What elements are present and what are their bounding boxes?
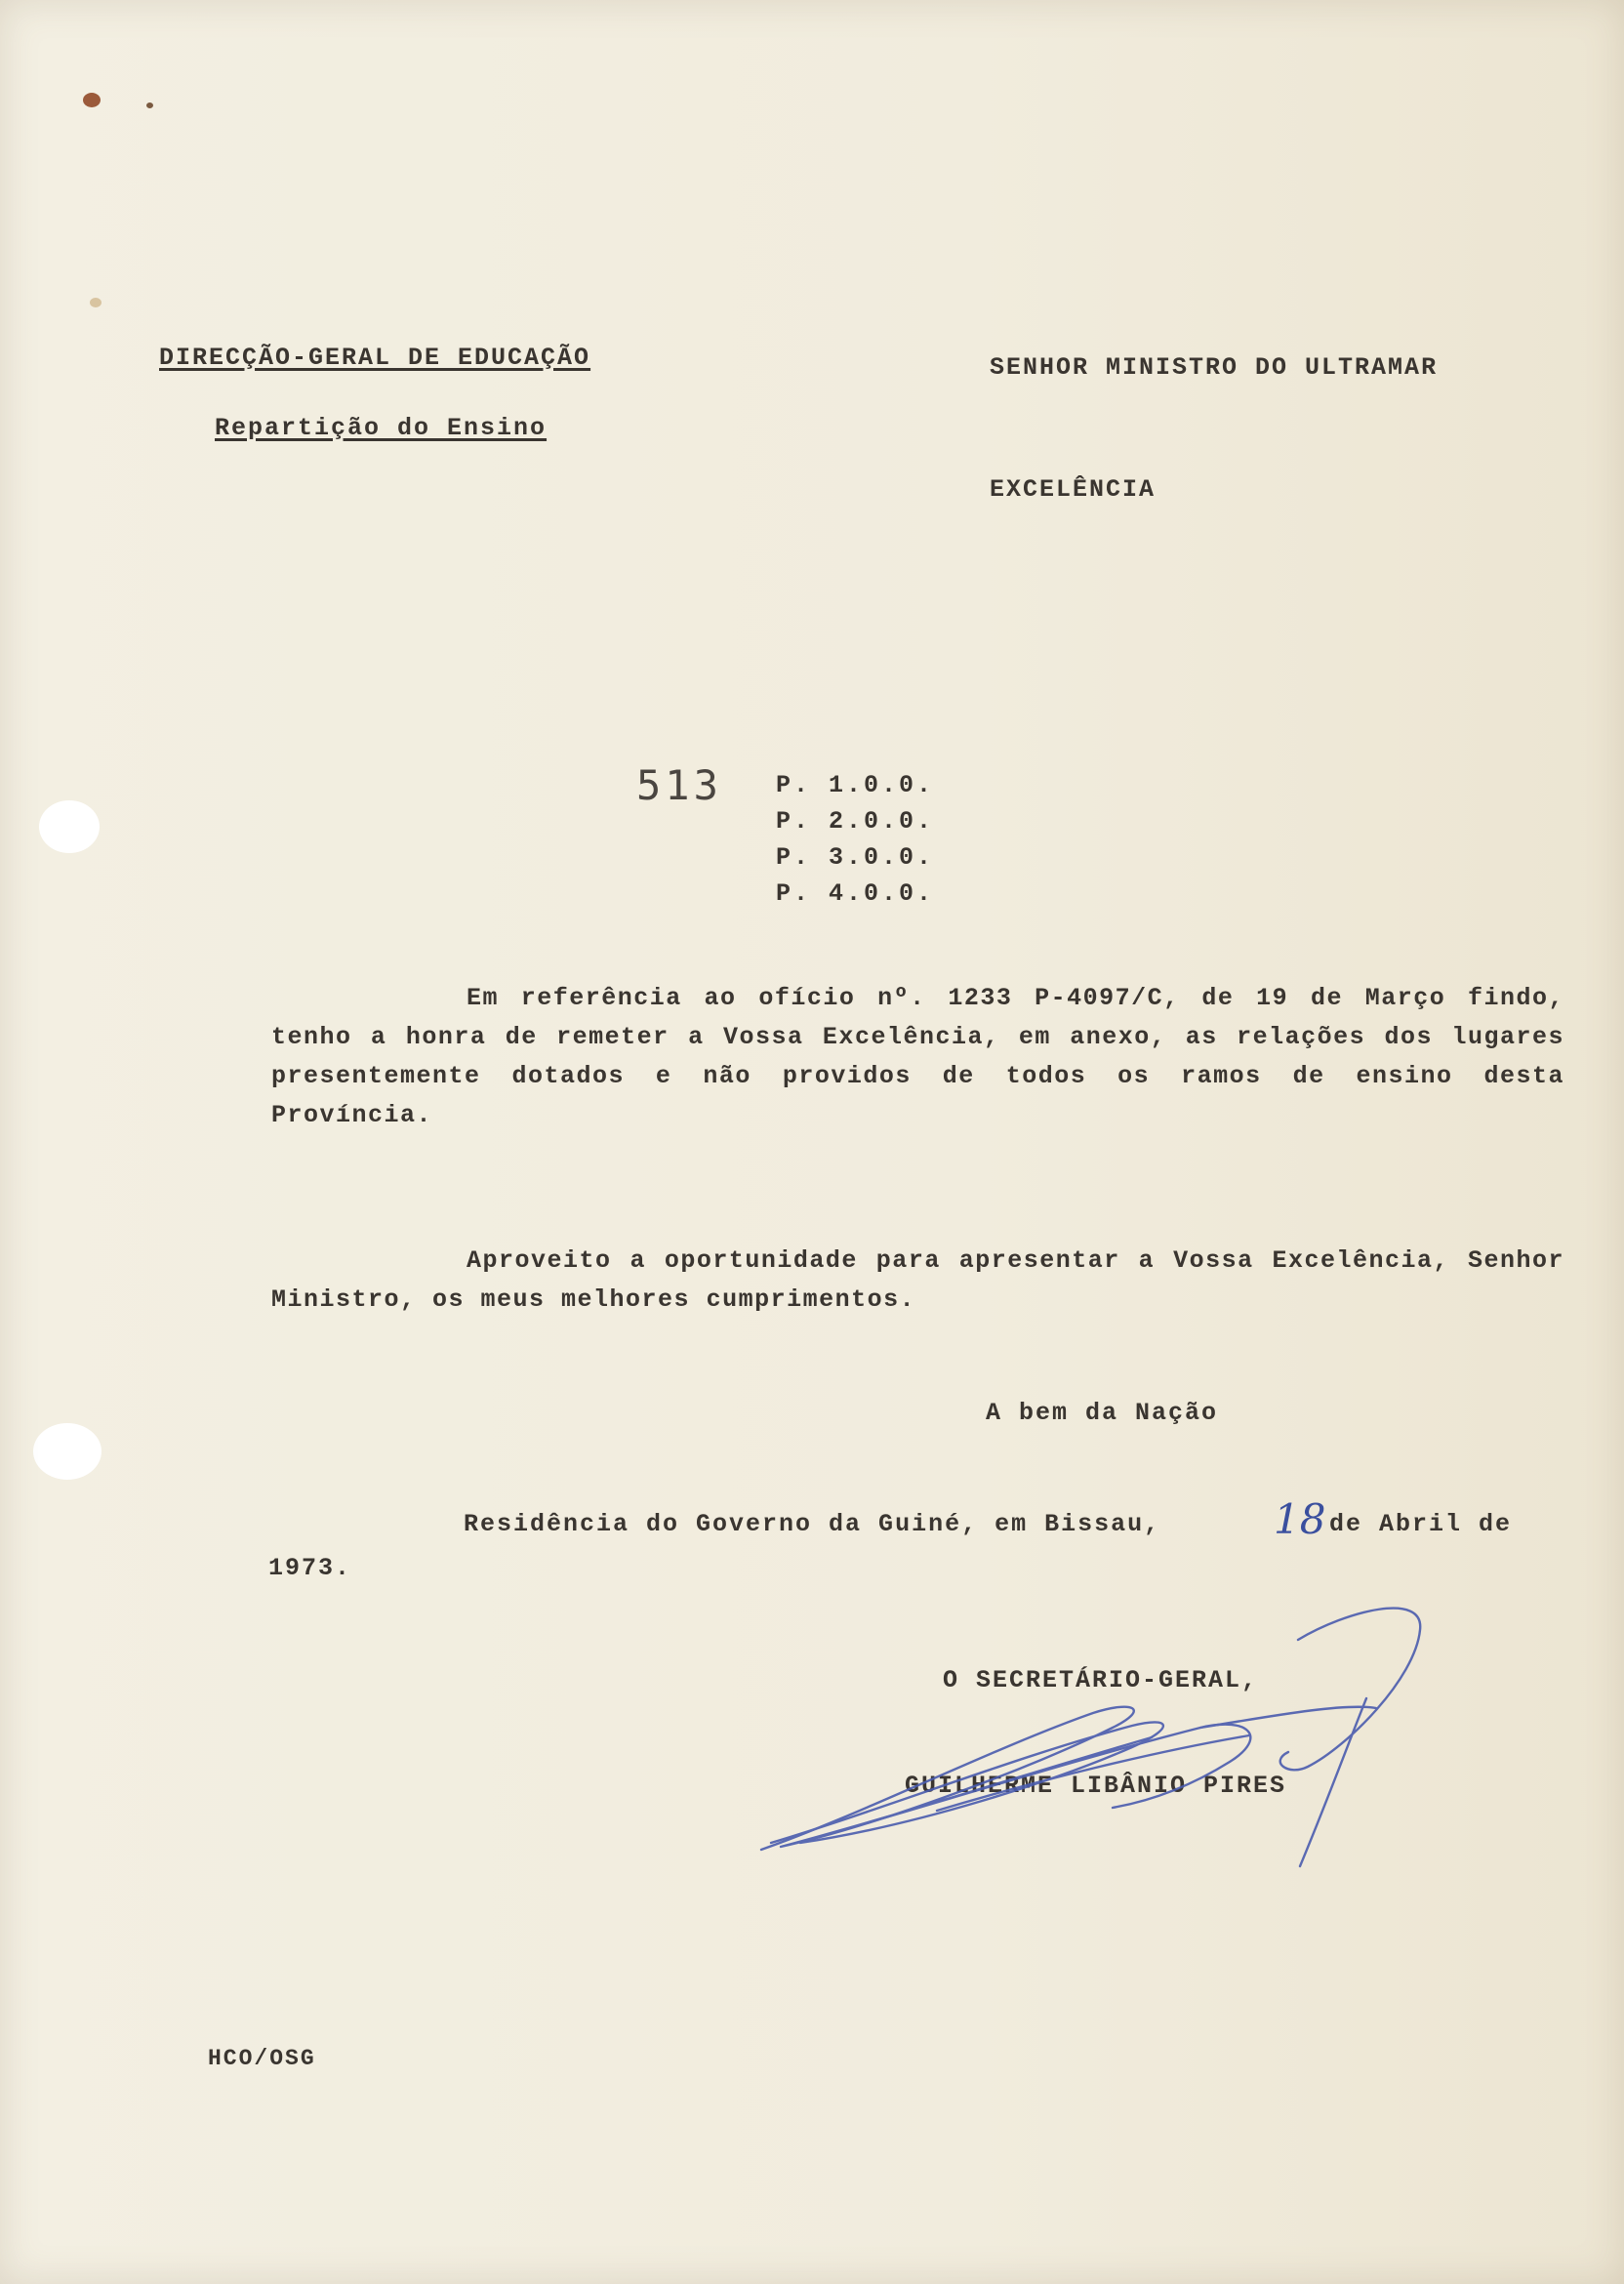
reference-code: P. 4.0.0. <box>776 879 935 908</box>
reference-code: P. 2.0.0. <box>776 807 935 836</box>
stain-mark <box>83 93 101 107</box>
punch-hole <box>39 800 100 853</box>
body-paragraph-1: Em referência ao ofício nº. 1233 P-4097/C, de 19 de Março findo, tenho a honra de remeter a Vossa Excelência, em anexo, as relações dos lugares presentemente dotados e não providos de todos os ramos de ensino desta Província. <box>271 984 1564 1129</box>
reference-codes <box>776 767 934 912</box>
signatory-name: GUILHERME LIBÂNIO PIRES <box>905 1772 1287 1800</box>
section-heading: Repartição do Ensino <box>215 414 548 442</box>
department-heading: DIRECÇÃO-GERAL DE EDUCAÇÃO <box>159 344 591 372</box>
addressee: SENHOR MINISTRO DO ULTRAMAR <box>990 353 1439 382</box>
reference-initials: HCO/OSG <box>208 2046 316 2071</box>
signatory-title: O SECRETÁRIO-GERAL, <box>943 1666 1259 1694</box>
salutation: EXCELÊNCIA <box>990 475 1157 504</box>
reference-code: P. 3.0.0. <box>776 843 935 872</box>
date-place: Residência do Governo da Guiné, em Bissau, <box>464 1510 1161 1538</box>
reference-number: 513 <box>636 761 722 809</box>
handwritten-day: 18 <box>1274 1495 1326 1543</box>
date-month: de Abril de <box>1329 1510 1513 1538</box>
closing-formula: A bem da Nação <box>986 1399 1219 1427</box>
date-year: 1973. <box>268 1554 352 1582</box>
handwritten-signature <box>742 1591 1444 1884</box>
stain-mark <box>90 298 102 307</box>
punch-hole <box>33 1423 102 1480</box>
body-paragraph-2: Aproveito a oportunidade para apresentar a Vossa Excelência, Senhor Ministro, os meus melhores cumprimentos. <box>271 1246 1564 1314</box>
reference-code: P. 1.0.0. <box>776 771 935 799</box>
stain-mark <box>146 102 153 108</box>
